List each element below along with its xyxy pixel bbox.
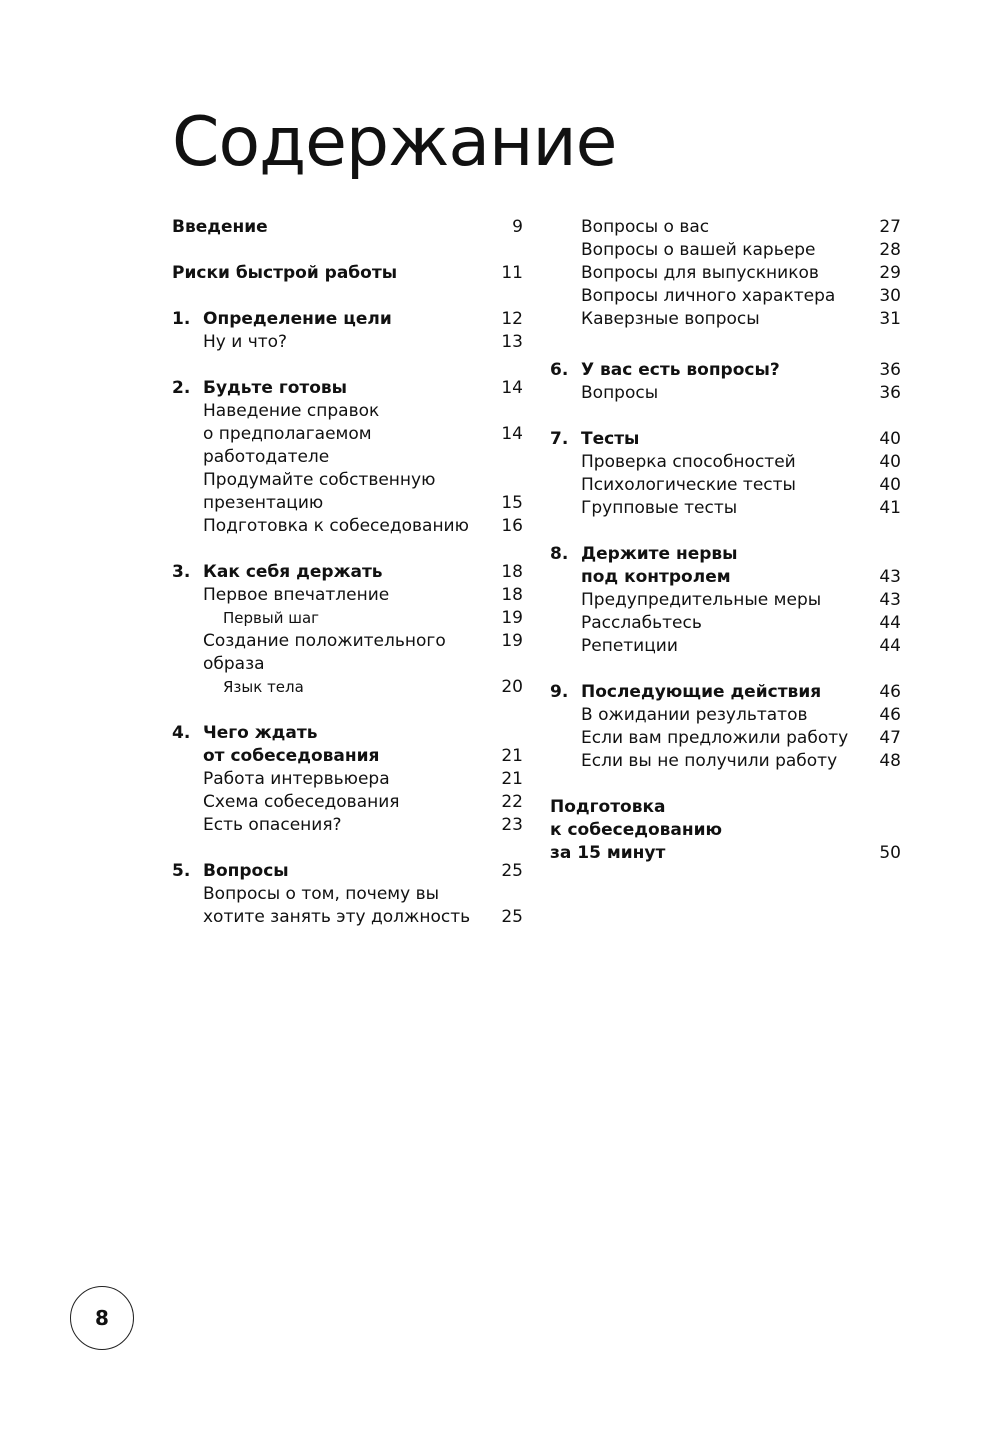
chapter-title: Держите нервы bbox=[581, 544, 738, 564]
chapter-number: 3. bbox=[172, 562, 191, 582]
chapter-number: 2. bbox=[172, 378, 191, 398]
subitem-label: Если вы не получили работу bbox=[581, 751, 838, 771]
toc-subitem[interactable] bbox=[550, 262, 901, 285]
subitem-label: Подготовка к собеседованию bbox=[203, 516, 469, 536]
toc-label: Риски быстрой работы bbox=[172, 263, 398, 283]
toc-page: 48 bbox=[879, 751, 901, 771]
toc-chapter-2 bbox=[172, 377, 523, 538]
toc-subitem[interactable] bbox=[550, 474, 901, 497]
toc-subitem[interactable] bbox=[172, 630, 523, 676]
subitem-label: Продумайте собственную bbox=[203, 470, 436, 490]
toc-subitem[interactable] bbox=[172, 400, 523, 423]
subsubitem-label: Первый шаг bbox=[223, 609, 320, 627]
subitem-label: Вопросы о вас bbox=[581, 217, 710, 237]
toc-page: 44 bbox=[879, 613, 901, 633]
toc-page: 21 bbox=[501, 769, 523, 789]
toc-page: 20 bbox=[501, 677, 523, 697]
toc-page: 18 bbox=[501, 562, 523, 582]
toc-entry-risks bbox=[172, 262, 523, 285]
toc-page: 13 bbox=[501, 332, 523, 352]
subitem-label: Вопросы о том, почему вы bbox=[203, 884, 440, 904]
toc-left-column bbox=[172, 216, 523, 952]
toc-subitem[interactable] bbox=[172, 791, 523, 814]
toc-entry-intro bbox=[172, 216, 523, 239]
subsubitem-label: Язык тела bbox=[223, 678, 304, 696]
toc-chapter-4 bbox=[172, 722, 523, 837]
toc-subitem[interactable] bbox=[172, 331, 523, 354]
toc-chapter-5-continued bbox=[550, 216, 901, 331]
chapter-heading[interactable] bbox=[172, 561, 523, 584]
subitem-label: Предупредительные меры bbox=[581, 590, 822, 610]
toc-subitem[interactable] bbox=[172, 906, 523, 929]
toc-subitem[interactable] bbox=[550, 308, 901, 331]
toc-page: 40 bbox=[879, 475, 901, 495]
toc-row[interactable] bbox=[172, 262, 523, 285]
toc-right-column bbox=[550, 216, 901, 888]
toc-row-continued[interactable] bbox=[550, 819, 901, 842]
toc-page: 36 bbox=[879, 360, 901, 380]
subitem-label: Вопросы личного характера bbox=[581, 286, 836, 306]
chapter-number: 9. bbox=[550, 682, 569, 702]
toc-chapter-9 bbox=[550, 681, 901, 773]
toc-row[interactable] bbox=[172, 216, 523, 239]
toc-subitem[interactable] bbox=[550, 612, 901, 635]
toc-page: 27 bbox=[879, 217, 901, 237]
subitem-label: Работа интервьюера bbox=[203, 769, 390, 789]
toc-chapter-3 bbox=[172, 561, 523, 699]
toc-page: 41 bbox=[879, 498, 901, 518]
toc-row-continued[interactable] bbox=[550, 842, 901, 865]
chapter-title: от собеседования bbox=[203, 746, 380, 766]
subitem-label: Ну и что? bbox=[203, 332, 288, 352]
toc-page: 15 bbox=[501, 493, 523, 513]
page-title: Содержание bbox=[172, 103, 617, 182]
subitem-label: Схема собеседования bbox=[203, 792, 400, 812]
toc-label: к собеседованию bbox=[550, 820, 723, 840]
chapter-number: 1. bbox=[172, 309, 191, 329]
toc-page: 11 bbox=[501, 263, 523, 283]
chapter-heading[interactable] bbox=[550, 359, 901, 382]
subitem-label: Проверка способностей bbox=[581, 452, 796, 472]
subitem-label: Психологические тесты bbox=[581, 475, 796, 495]
subitem-label: Наведение справок bbox=[203, 401, 380, 421]
toc-page: 12 bbox=[501, 309, 523, 329]
toc-page: 19 bbox=[501, 631, 523, 651]
toc-subitem[interactable] bbox=[172, 814, 523, 837]
toc-label: Подготовка bbox=[550, 797, 666, 817]
toc-page: 25 bbox=[501, 861, 523, 881]
chapter-heading[interactable] bbox=[172, 722, 523, 745]
chapter-title: У вас есть вопросы? bbox=[581, 360, 780, 380]
chapter-title: Вопросы bbox=[203, 861, 289, 881]
toc-subitem[interactable] bbox=[172, 883, 523, 906]
toc-page: 22 bbox=[501, 792, 523, 812]
chapter-title: Тесты bbox=[581, 429, 640, 449]
toc-page: 40 bbox=[879, 452, 901, 472]
toc-subitem[interactable] bbox=[550, 635, 901, 658]
chapter-heading[interactable] bbox=[550, 543, 901, 566]
subitem-label: Вопросы bbox=[581, 383, 659, 403]
toc-page: 23 bbox=[501, 815, 523, 835]
subitem-label: Если вам предложили работу bbox=[581, 728, 849, 748]
chapter-title: под контролем bbox=[581, 567, 731, 587]
toc-chapter-5 bbox=[172, 860, 523, 929]
toc-page: 16 bbox=[501, 516, 523, 536]
toc-subitem[interactable] bbox=[550, 497, 901, 520]
toc-page: 47 bbox=[879, 728, 901, 748]
toc-subitem[interactable] bbox=[550, 704, 901, 727]
toc-page: 50 bbox=[879, 843, 901, 863]
toc-page: 43 bbox=[879, 567, 901, 587]
toc-page: 43 bbox=[879, 590, 901, 610]
toc-subitem[interactable] bbox=[172, 423, 523, 469]
toc-page: 29 bbox=[879, 263, 901, 283]
chapter-number: 4. bbox=[172, 723, 191, 743]
toc-page: 9 bbox=[512, 217, 523, 237]
toc-page: 19 bbox=[501, 608, 523, 628]
chapter-title: Будьте готовы bbox=[203, 378, 348, 398]
toc-subitem[interactable] bbox=[172, 768, 523, 791]
toc-subitem[interactable] bbox=[550, 750, 901, 773]
subitem-label: о предполагаемом работодателе bbox=[203, 424, 372, 467]
subitem-label: Групповые тесты bbox=[581, 498, 738, 518]
toc-row[interactable] bbox=[550, 796, 901, 819]
toc-subitem[interactable] bbox=[550, 589, 901, 612]
toc-page: 46 bbox=[879, 705, 901, 725]
chapter-number: 5. bbox=[172, 861, 191, 881]
toc-page: 36 bbox=[879, 383, 901, 403]
toc-subitem[interactable] bbox=[172, 469, 523, 492]
toc-subitem[interactable] bbox=[550, 285, 901, 308]
subitem-label: Вопросы о вашей карьере bbox=[581, 240, 816, 260]
toc-subitem[interactable] bbox=[550, 216, 901, 239]
chapter-number: 7. bbox=[550, 429, 569, 449]
chapter-title: Как себя держать bbox=[203, 562, 383, 582]
chapter-heading[interactable] bbox=[172, 860, 523, 883]
toc-page: 46 bbox=[879, 682, 901, 702]
toc-label: Введение bbox=[172, 217, 268, 237]
chapter-heading[interactable] bbox=[172, 377, 523, 400]
subitem-label: Есть опасения? bbox=[203, 815, 342, 835]
toc-subitem[interactable] bbox=[172, 584, 523, 607]
subitem-label: Первое впечатление bbox=[203, 585, 390, 605]
toc-chapter-6 bbox=[550, 359, 901, 405]
toc-entry-final bbox=[550, 796, 901, 865]
subitem-label: презентацию bbox=[203, 493, 324, 513]
subitem-label: Расслабьтесь bbox=[581, 613, 702, 633]
subitem-label: Вопросы для выпускников bbox=[581, 263, 819, 283]
toc-subitem[interactable] bbox=[550, 382, 901, 405]
toc-page: 31 bbox=[879, 309, 901, 329]
subitem-label: Каверзные вопросы bbox=[581, 309, 760, 329]
toc-page: 30 bbox=[879, 286, 901, 306]
chapter-heading[interactable] bbox=[550, 428, 901, 451]
toc-page: 18 bbox=[501, 585, 523, 605]
subitem-label: Репетиции bbox=[581, 636, 678, 656]
toc-subsubitem[interactable] bbox=[172, 676, 523, 699]
chapter-title: Чего ждать bbox=[203, 723, 318, 743]
chapter-heading-continued[interactable] bbox=[172, 745, 523, 768]
chapter-title: Определение цели bbox=[203, 309, 392, 329]
chapter-heading-continued[interactable] bbox=[550, 566, 901, 589]
toc-page: 40 bbox=[879, 429, 901, 449]
toc-page: 21 bbox=[501, 746, 523, 766]
subitem-label: В ожидании результатов bbox=[581, 705, 808, 725]
chapter-heading[interactable] bbox=[172, 308, 523, 331]
toc-subitem[interactable] bbox=[550, 727, 901, 750]
toc-chapter-8 bbox=[550, 543, 901, 658]
chapter-number: 8. bbox=[550, 544, 569, 564]
toc-page: 44 bbox=[879, 636, 901, 656]
chapter-number: 6. bbox=[550, 360, 569, 380]
toc-chapter-1 bbox=[172, 308, 523, 354]
toc-chapter-7 bbox=[550, 428, 901, 520]
toc-subitem[interactable] bbox=[172, 492, 523, 515]
subitem-label: Создание положительного образа bbox=[203, 631, 446, 674]
toc-page: 25 bbox=[501, 907, 523, 927]
toc-page: 14 bbox=[501, 424, 523, 444]
toc-page: 14 bbox=[501, 378, 523, 398]
toc-label: за 15 минут bbox=[550, 843, 666, 863]
toc-page: 28 bbox=[879, 240, 901, 260]
page-number-badge: 8 bbox=[70, 1286, 134, 1350]
subitem-label: хотите занять эту должность bbox=[203, 907, 471, 927]
toc-subitem[interactable] bbox=[172, 515, 523, 538]
chapter-heading[interactable] bbox=[550, 681, 901, 704]
toc-subitem[interactable] bbox=[550, 239, 901, 262]
toc-subitem[interactable] bbox=[550, 451, 901, 474]
chapter-title: Последующие действия bbox=[581, 682, 822, 702]
toc-subsubitem[interactable] bbox=[172, 607, 523, 630]
